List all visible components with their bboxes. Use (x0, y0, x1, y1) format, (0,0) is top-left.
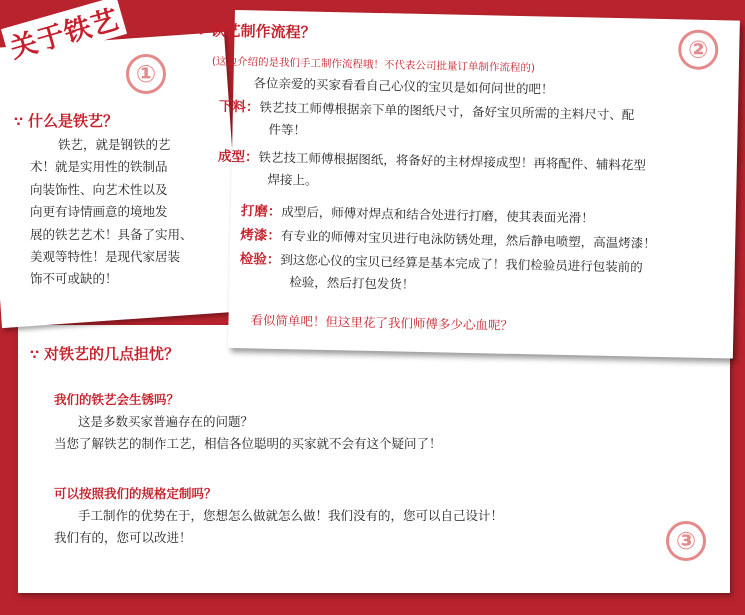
answer-2-line-1: 手工制作的优势在于，您想怎么做就怎么做！我们没有的，您可以自己设计！ (78, 508, 504, 523)
step-forming (217, 146, 718, 200)
step-text: 件等！ (268, 121, 307, 138)
answer-1-line-2: 当您了解铁艺的制作工艺，相信各位聪明的买家就不会有这个疑问了！ (54, 436, 442, 451)
heading-marker: ∵ (14, 115, 24, 130)
process-card (196, 10, 740, 359)
answer-1-line-1: 这是多数买家普遍存在的问题？ (78, 414, 254, 429)
step-text: 到这您心仪的宝贝已经算是基本完成了！我们检验员进行包装前的 (280, 252, 643, 275)
section-number-1: ① (126, 54, 166, 94)
process-heading-row (196, 19, 315, 42)
step-text: 成型后，师傅对焊点和结合处进行打磨，使其表面光滑！ (281, 204, 594, 226)
process-note: (这边介绍的是我们手工制作流程哦！不代表公司批量订单制作流程的) (211, 55, 536, 75)
process-intro: 各位亲爱的买家看看自己心仪的宝贝是如何问世的吧！ (253, 75, 554, 97)
step-text: 有专业的师傅对宝贝进行电泳防锈处理，然后静电喷塑，高温烤漆！ (280, 228, 656, 251)
step-text: 焊接上。 (267, 171, 318, 188)
about-line: 向装饰性、向艺术性以及 (30, 181, 168, 197)
about-line: 饰不可或缺的！ (30, 271, 118, 287)
about-heading: 什么是铁艺？ (28, 112, 119, 130)
step-label: 下料： (218, 98, 260, 116)
step-text: 检验，然后打包发货！ (289, 274, 415, 292)
about-line: 美观等特性！是现代家居装 (30, 249, 181, 265)
about-heading-row (14, 110, 118, 131)
section-number-3: ③ (666, 521, 706, 561)
step-label: 打磨： (240, 203, 282, 221)
step-label: 检验： (239, 251, 281, 269)
concerns-card (18, 325, 730, 593)
about-line: 向更有诗情画意的境地发 (30, 204, 168, 220)
about-badge: 关于铁艺 (1, 0, 127, 67)
step-text: 铁艺技工师傅根据亲下单的图纸尺寸，备好宝贝所需的主料尺寸、配 (259, 99, 635, 123)
about-line: 术！就是实用性的铁制品 (30, 159, 168, 175)
question-1: 我们的铁艺会生锈吗？ (54, 392, 180, 407)
step-label: 成型： (217, 148, 259, 166)
heading-marker: ∵ (196, 24, 206, 40)
section-number-2: ② (678, 29, 719, 70)
step-text: 铁艺技工师傅根据图纸，将备好的主材焊接成型！再将配件、辅料花型 (258, 149, 647, 173)
step-label: 烤漆： (240, 227, 281, 245)
question-2: 可以按照我们的规格定制吗？ (54, 486, 217, 501)
answer-2-line-2: 我们有的，您可以改进！ (54, 530, 192, 545)
heading-marker: ∵ (30, 348, 40, 363)
about-body (30, 134, 230, 291)
about-line: 展的铁艺艺术！具备了实用、 (30, 226, 193, 242)
process-closing: 看似简单吧！但这里花了我们师傅多少心血呢？ (250, 312, 514, 333)
process-heading: 铁艺制作流程？ (210, 21, 316, 42)
step-inspection (239, 248, 720, 302)
about-line: 铁艺，就是钢铁的艺 (58, 137, 171, 152)
concerns-heading: 对铁艺的几点担忧？ (44, 345, 180, 363)
step-cutting (218, 96, 719, 150)
